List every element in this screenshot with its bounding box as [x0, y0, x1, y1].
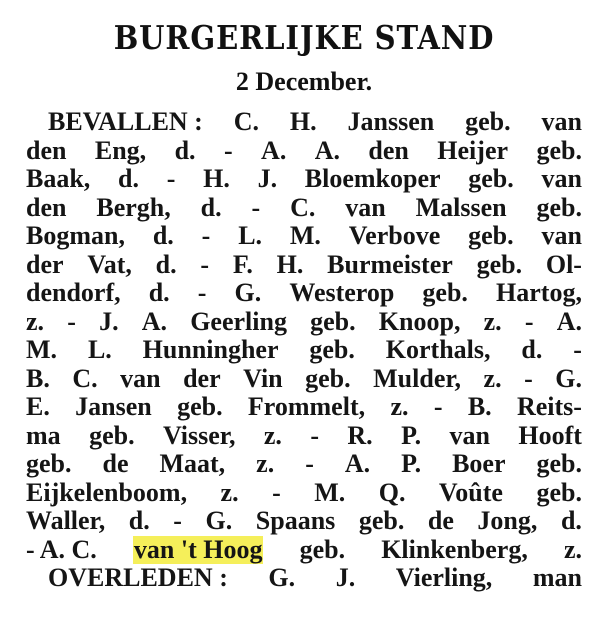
word: Vat, — [87, 249, 132, 279]
word: de — [102, 449, 129, 478]
word: Visser, — [162, 420, 236, 450]
word: - — [524, 363, 533, 393]
word: d. — [521, 335, 543, 364]
word: - A. C. — [26, 534, 97, 564]
dateline: 2 December. — [235, 67, 373, 96]
word: E. — [26, 392, 50, 421]
word: geb. — [310, 306, 356, 336]
word: - — [524, 306, 534, 336]
word: - — [201, 221, 211, 250]
word: van — [541, 107, 582, 136]
word: van — [449, 420, 490, 450]
word: Voûte — [438, 477, 503, 507]
word: Mulder, — [373, 363, 462, 393]
word: d. — [118, 164, 139, 193]
word: F. — [232, 249, 253, 279]
word: Maat, — [159, 449, 226, 478]
text-line — [26, 393, 582, 422]
word: P. — [401, 420, 422, 450]
word: man — [532, 563, 582, 592]
word: z. — [263, 420, 282, 450]
word: van — [541, 221, 582, 250]
word: den — [26, 192, 67, 222]
word: geb. — [468, 164, 514, 193]
word: z. — [390, 392, 409, 421]
word: d. — [200, 192, 222, 222]
text-line — [26, 336, 582, 365]
word: Heijer — [437, 135, 509, 165]
text-line — [26, 165, 582, 194]
word: - — [305, 449, 314, 478]
word: d. — [155, 249, 177, 279]
text-line — [26, 564, 582, 593]
word: der — [183, 363, 221, 393]
word: geb. — [465, 107, 511, 136]
word: B. — [26, 363, 50, 393]
word: - — [166, 164, 176, 193]
word: den — [26, 135, 67, 165]
word: geb. — [536, 449, 582, 478]
word: Knoop, — [378, 306, 461, 336]
word: Burmeister — [327, 249, 453, 279]
word: z. — [483, 363, 502, 393]
word: geb. — [305, 363, 351, 393]
word: dendorf, — [26, 278, 121, 307]
word: - — [67, 306, 76, 336]
word: A. — [314, 135, 341, 165]
text-line — [26, 279, 582, 308]
word: M. — [26, 335, 58, 364]
word: Ol- — [545, 249, 582, 279]
word: d. — [148, 278, 170, 307]
word: C. — [290, 192, 316, 222]
text-line — [26, 308, 582, 337]
word: M. — [314, 477, 346, 507]
word: Baak, — [26, 164, 91, 193]
word: Boer — [452, 449, 506, 478]
word: Frommelt, — [247, 392, 366, 421]
word: L. — [87, 335, 112, 364]
word: - — [197, 278, 207, 307]
word: Hunningher — [142, 335, 279, 364]
word: G. — [268, 563, 296, 592]
word: A. — [141, 306, 168, 336]
word: Hartog, — [496, 278, 582, 307]
word: G. — [205, 506, 233, 535]
word: geb. — [468, 221, 514, 250]
word: z. — [483, 306, 502, 336]
word: C. — [72, 363, 98, 393]
word: Vierling, — [395, 563, 493, 592]
text-line — [26, 137, 582, 166]
word: der — [26, 249, 64, 279]
word: J. — [257, 164, 278, 193]
word: - — [573, 335, 582, 364]
word: Hooft — [518, 420, 582, 450]
text-line — [26, 536, 582, 565]
word: - — [200, 249, 210, 279]
word: den — [368, 135, 409, 165]
word: d. — [128, 506, 150, 535]
word: geb. — [536, 477, 582, 507]
word: Eijkelenboom, — [26, 477, 188, 507]
word: A. — [556, 306, 582, 336]
word: van — [541, 164, 582, 193]
word: d. — [152, 221, 174, 250]
section-label-bevallen: BEVALLEN : — [48, 107, 203, 136]
word: geb. — [536, 135, 582, 165]
word: G. — [234, 278, 262, 307]
highlighted-name: van 't Hoog — [133, 534, 263, 564]
word: geb. — [177, 392, 223, 421]
word: Jansen — [75, 392, 152, 421]
word: B. — [467, 392, 492, 421]
word: Malssen — [415, 192, 507, 222]
word: Korthals, — [385, 335, 491, 364]
word: geb. — [476, 249, 523, 279]
headline: BURGERLIJKE STAND — [113, 18, 495, 57]
word: Geerling — [190, 306, 287, 336]
word: H. — [276, 249, 304, 279]
word: G. — [555, 363, 582, 393]
word: Spaans — [255, 506, 336, 535]
word: geb. — [89, 420, 135, 450]
word: de — [427, 506, 454, 535]
word: Westerop — [289, 278, 395, 307]
word: L. — [238, 221, 263, 250]
word: z. — [220, 477, 239, 507]
text-line — [26, 422, 582, 451]
word: geb. — [26, 449, 72, 478]
word: - — [433, 392, 443, 421]
word: geb. — [358, 506, 405, 535]
text-line — [26, 251, 582, 280]
word: - — [223, 135, 233, 165]
word: R. — [347, 420, 373, 450]
word: Janssen — [347, 107, 435, 136]
word: - — [272, 477, 281, 507]
section-label-overleden: OVERLEDEN : — [48, 563, 228, 592]
word: Q. — [378, 477, 406, 507]
text-line — [26, 222, 582, 251]
word: Jong, — [477, 506, 538, 535]
word: d. — [174, 135, 196, 165]
text-line — [26, 194, 582, 223]
word: van — [120, 363, 161, 393]
word: z. — [256, 449, 275, 478]
word: Waller, — [26, 506, 106, 535]
word: A. — [344, 449, 371, 478]
word: - — [310, 420, 319, 450]
word: J. — [99, 306, 119, 336]
word: Bloemkoper — [304, 164, 441, 193]
word: Vin — [243, 363, 283, 393]
word: ma — [26, 420, 61, 450]
word: d. — [560, 506, 582, 535]
word: Reits- — [516, 392, 582, 421]
word: Verbove — [348, 221, 441, 250]
word: z. — [26, 306, 45, 336]
text-line — [26, 365, 582, 394]
text-line — [26, 108, 582, 137]
word: geb. — [309, 335, 355, 364]
article-body — [26, 108, 582, 593]
word: Eng, — [94, 135, 147, 165]
word: H. — [203, 164, 230, 193]
word: - — [251, 192, 261, 222]
word: geb. — [422, 278, 468, 307]
word: J. — [335, 563, 356, 592]
word: M. — [289, 221, 321, 250]
word: Bergh, — [96, 192, 171, 222]
word: geb. — [299, 534, 346, 564]
word: Bogman, — [26, 221, 125, 250]
word: P. — [401, 449, 422, 478]
word: A. — [261, 135, 287, 165]
word: H. — [289, 107, 317, 136]
word: C. — [233, 107, 260, 136]
word: geb. — [536, 192, 582, 222]
word: Klinkenberg, — [381, 534, 528, 564]
word: z. — [563, 534, 582, 564]
word: - — [173, 506, 182, 535]
text-line — [26, 479, 582, 508]
text-line — [26, 450, 582, 479]
text-line — [26, 507, 582, 536]
word: van — [345, 192, 386, 222]
